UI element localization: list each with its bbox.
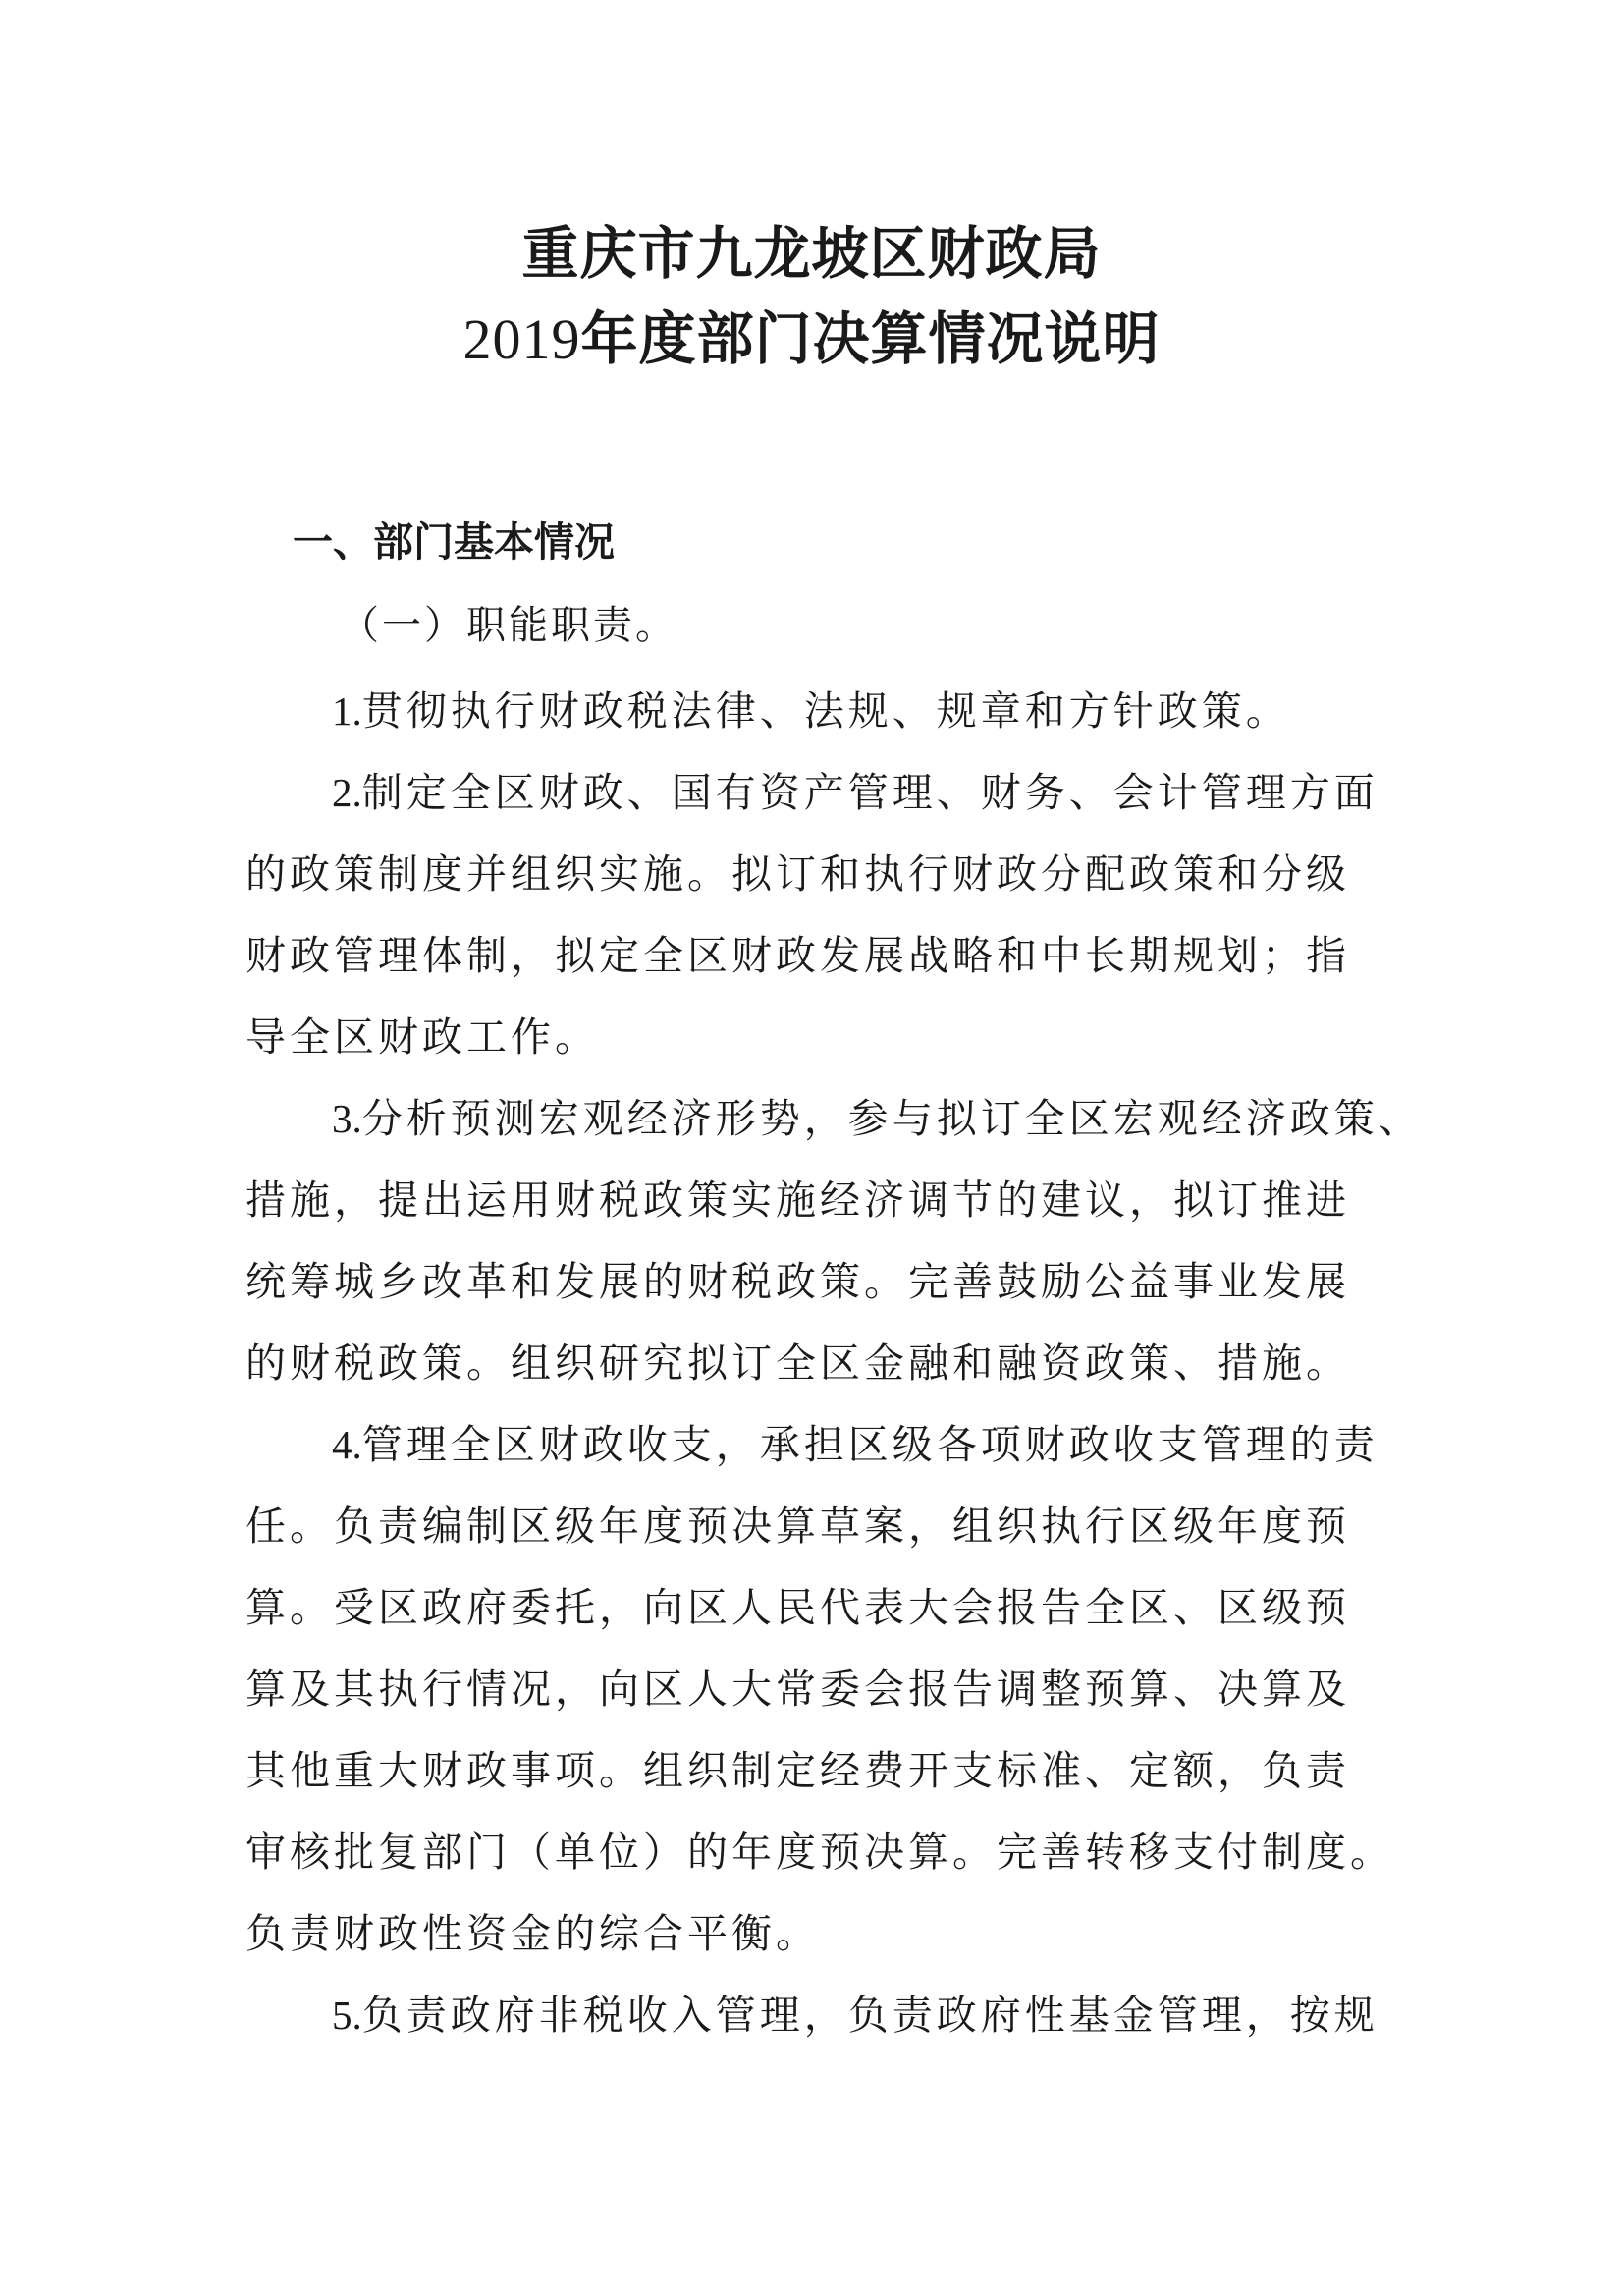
paragraph-line: 4.管理全区财政收支，承担区级各项财政收支管理的责 <box>332 1421 1379 1468</box>
title-rest: 年度部门决算情况说明 <box>580 305 1161 372</box>
paragraph-line: 措施，提出运用财税政策实施经济调节的建议，拟订推进 <box>245 1176 1350 1224</box>
paragraph-line: 算。受区政府委托，向区人民代表大会报告全区、区级预 <box>245 1584 1350 1631</box>
paragraph-line: 5.负责政府非税收入管理，负责政府性基金管理，按规 <box>332 1992 1379 2039</box>
paragraph-line: 负责财政性资金的综合平衡。 <box>245 1910 820 1957</box>
paragraph-line: 算及其执行情况，向区人大常委会报告调整预算、决算及 <box>245 1666 1350 1713</box>
subsection-heading: （一）职能职责。 <box>340 603 677 648</box>
item-number: 2. <box>332 770 362 815</box>
item-number: 4. <box>332 1422 362 1467</box>
item-number: 5. <box>332 1993 362 2038</box>
section-heading: 一、部门基本情况 <box>293 519 615 566</box>
item-number: 3. <box>332 1096 362 1141</box>
paragraph-line: 3.分析预测宏观经济形势，参与拟订全区宏观经济政策、 <box>332 1095 1423 1142</box>
paragraph-line: 1.贯彻执行财政税法律、法规、规章和方针政策。 <box>332 687 1290 735</box>
document-title-line2 <box>0 305 1623 372</box>
paragraph-line: 的政策制度并组织实施。拟订和执行财政分配政策和分级 <box>245 850 1350 898</box>
paragraph-line: 其他重大财政事项。组织制定经费开支标准、定额，负责 <box>245 1747 1350 1794</box>
item-number: 1. <box>332 688 362 734</box>
paragraph-line: 2.制定全区财政、国有资产管理、财务、会计管理方面 <box>332 769 1379 816</box>
paragraph-line: 任。负责编制区级年度预决算草案，组织执行区级年度预 <box>245 1503 1350 1550</box>
paragraph-line: 统筹城乡改革和发展的财税政策。完善鼓励公益事业发展 <box>245 1258 1350 1305</box>
title-year: 2019 <box>462 307 581 371</box>
document-title-line1: 重庆市九龙坡区财政局 <box>521 220 1102 287</box>
paragraph-line: 财政管理体制，拟定全区财政发展战略和中长期规划；指 <box>245 932 1350 979</box>
paragraph-line: 审核批复部门（单位）的年度预决算。完善转移支付制度。 <box>245 1829 1394 1876</box>
paragraph-line: 的财税政策。组织研究拟订全区金融和融资政策、措施。 <box>245 1339 1350 1387</box>
paragraph-line: 导全区财政工作。 <box>245 1013 599 1061</box>
